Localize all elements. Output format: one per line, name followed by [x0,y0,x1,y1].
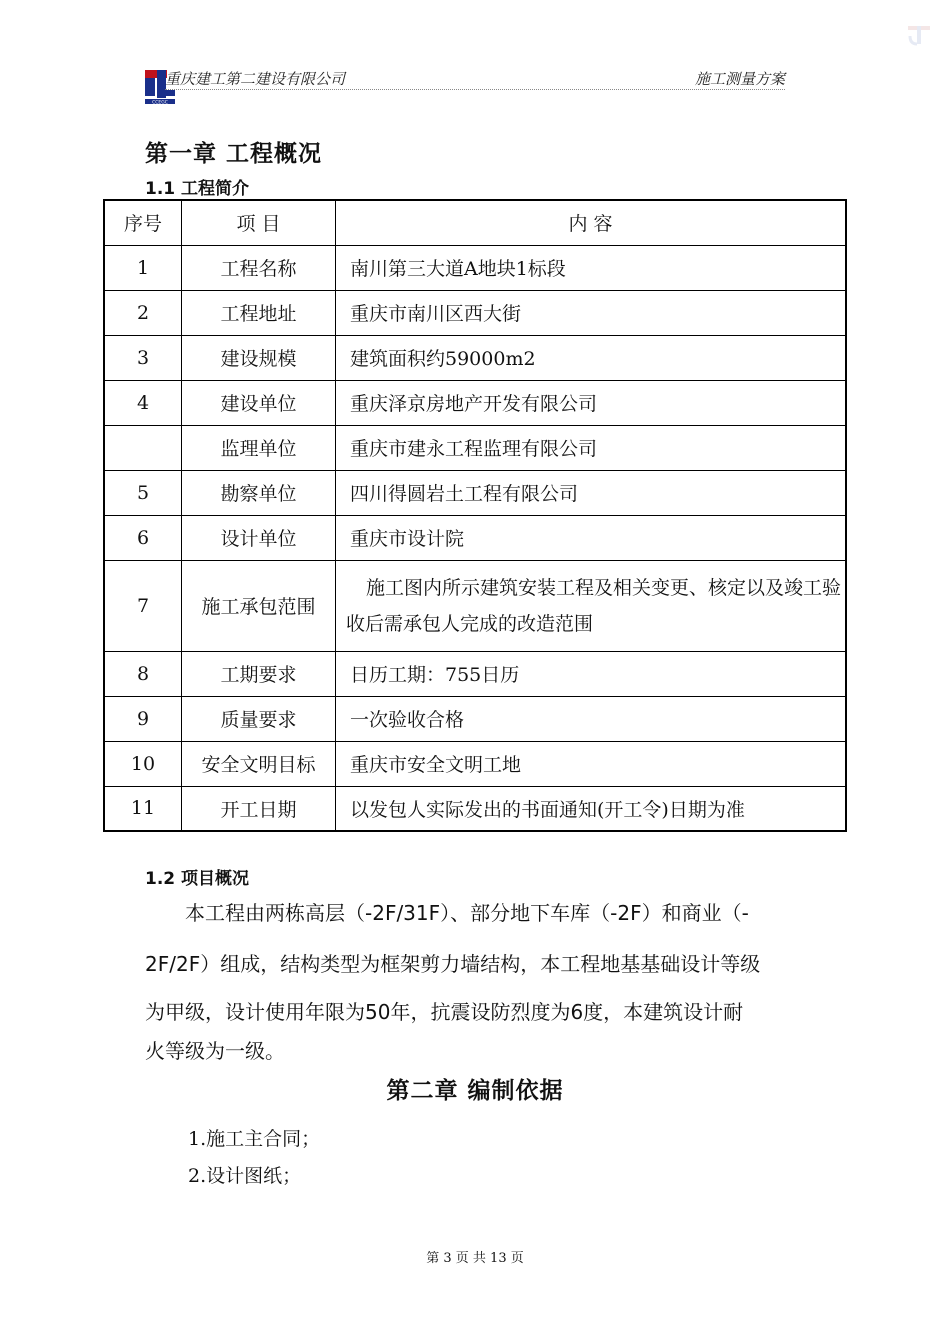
table-cell: 四川得圆岩土工程有限公司 [336,470,847,515]
page-number: 第 3 页 共 13 页 [426,1251,524,1266]
table-row [104,515,846,560]
table-header-cell: 内 容 [336,200,847,245]
table-cell: 质量要求 [182,696,336,741]
section2-title: 1.2 项目概况 [145,869,250,889]
table-cell: 南川第三大道A地块1标段 [336,245,847,290]
table-row [104,651,846,696]
paragraph-line: 为甲级，设计使用年限为50年，抗震设防烈度为6度，本建筑设计耐 [145,1000,744,1024]
table-row [104,245,846,290]
table-row [104,786,846,831]
table-row [104,335,846,380]
table-row [104,290,846,335]
table-cell: 3 [104,335,182,380]
table-cell: 监理单位 [182,425,336,470]
basis-list-item: 2.设计图纸； [188,1165,302,1187]
logo-text: CCEGC [152,100,168,104]
paragraph-line: 本工程由两栋高层（-2F/31F）、部分地下车库（-2F）和商业（- [185,901,749,925]
table-cell: 9 [104,696,182,741]
table-cell: 7 [104,560,182,651]
table-header-cell: 序号 [104,200,182,245]
table-cell: 1 [104,245,182,290]
table-cell: 2 [104,290,182,335]
table-cell: 10 [104,741,182,786]
header-company: 重庆建工第二建设有限公司 [165,70,346,88]
table-cell: 工期要求 [182,651,336,696]
table-cell: 重庆市南川区西大街 [336,290,847,335]
table-cell: 重庆市安全文明工地 [336,741,847,786]
table-header-row [104,200,846,245]
table-cell: 工程地址 [182,290,336,335]
page-header [145,62,785,102]
table-cell: 重庆市设计院 [336,515,847,560]
table-cell: 重庆泽京房地产开发有限公司 [336,380,847,425]
table-cell [104,425,182,470]
table-row [104,470,846,515]
table-cell: 11 [104,786,182,831]
table-cell: 施工承包范围 [182,560,336,651]
table-cell: 施工图内所示建筑安装工程及相关变更、核定以及竣工验收后需承包人完成的改造范围 [336,560,847,651]
table-cell: 建设单位 [182,380,336,425]
table-row [104,741,846,786]
basis-list-item: 1.施工主合同； [188,1128,321,1150]
table-cell: 4 [104,380,182,425]
chapter2-title: 第二章 编制依据 [386,1078,564,1104]
table-cell: 建设规模 [182,335,336,380]
table-cell: 安全文明目标 [182,741,336,786]
table-cell: 设计单位 [182,515,336,560]
table-row [104,380,846,425]
table-cell: 日历工期：755日历 [336,651,847,696]
table-cell: 开工日期 [182,786,336,831]
table-cell: 6 [104,515,182,560]
table-header-cell: 项 目 [182,200,336,245]
project-overview-paragraph [145,888,815,1068]
table-cell: 工程名称 [182,245,336,290]
table-cell: 5 [104,470,182,515]
corner-logo-icon [906,22,932,50]
table-cell: 建筑面积约59000m2 [336,335,847,380]
table-cell: 8 [104,651,182,696]
table-cell: 一次验收合格 [336,696,847,741]
header-divider [165,89,785,90]
table-row [104,560,846,651]
table-row [104,425,846,470]
paragraph-line: 火等级为一级。 [145,1039,285,1063]
table-row [104,696,846,741]
header-doc-title: 施工测量方案 [694,70,785,88]
table-cell: 以发包人实际发出的书面通知(开工令)日期为准 [336,786,847,831]
project-info-table [103,199,847,832]
chapter1-title: 第一章 工程概况 [145,141,323,167]
paragraph-line: 2F/2F）组成，结构类型为框架剪力墙结构，本工程地基基础设计等级 [145,952,761,976]
section1-title: 1.1 工程简介 [145,179,250,199]
table-cell: 勘察单位 [182,470,336,515]
table-cell: 重庆市建永工程监理有限公司 [336,425,847,470]
